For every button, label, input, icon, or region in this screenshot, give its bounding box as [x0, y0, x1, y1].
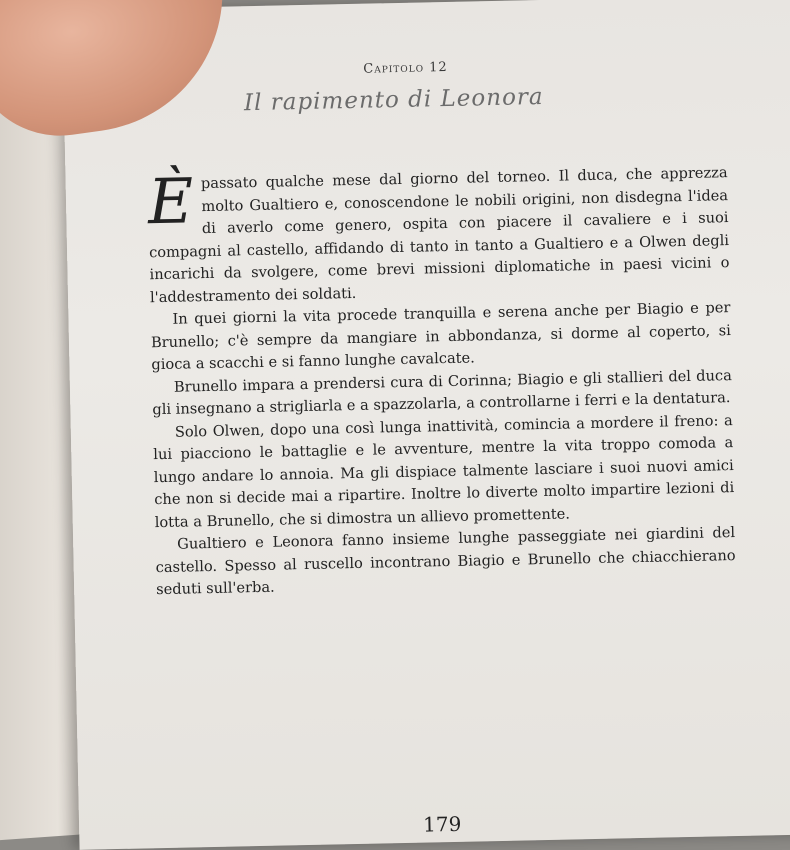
- paragraph-text: passato qualche mese dal giorno del torneo. Il duca, che apprezza molto Gualtiero e, conoscendone le nobili origini, non disdegna l'idea di averlo come genero, ospita con piacere il cavaliere e i suoi compagni al castello, affidando di tanto in tanto a Gualtiero e a Olwen degli incarichi da svolgere, come brevi missioni diplomatiche in paesi vicini o l'addestramento dei soldati.: [148, 164, 730, 306]
- chapter-label: Capitolo 12: [363, 59, 448, 77]
- book-page: [62, 0, 790, 850]
- paragraph: In quei giorni la vita procede tranquilla e serena anche per Biagio e per Brunello; c'è sempre da mangiare in abbondanza, si dorme al coperto, si gioca a scacchi e si fanno lunghe cavalcate.: [150, 299, 732, 374]
- paragraph: Gualtiero e Leonora fanno insieme lunghe passeggiate nei giardini del castello. Spesso al ruscello incontrano Biagio e Brunello che chiacchierano seduti sull'erba.: [155, 524, 736, 599]
- chapter-body: [147, 162, 736, 602]
- chapter-title: Il rapimento di Leonora: [243, 83, 544, 117]
- paragraph: Solo Olwen, dopo una così lunga inattività, comincia a mordere il freno: a lui piacciono le battaglie e le avventure, mentre la vita troppo comoda a lungo andare lo annoia. Ma gli dispiace talmente lasciare i suoi nuovi amici che non si decide mai a ripartire. Inoltre lo diverte molto impartire lezioni di lotta a Brunello, che si dimostra un allievo promettente.: [153, 411, 735, 531]
- paragraph: [147, 162, 730, 309]
- drop-cap: È: [147, 164, 195, 239]
- paragraph: Brunello impara a prendersi cura di Corinna; Biagio e gli stallieri del duca gli insegnano a strigliarla e a spazzolarla, a controllarne i ferri e la dentatura.: [152, 366, 732, 419]
- page-number: 179: [422, 811, 462, 837]
